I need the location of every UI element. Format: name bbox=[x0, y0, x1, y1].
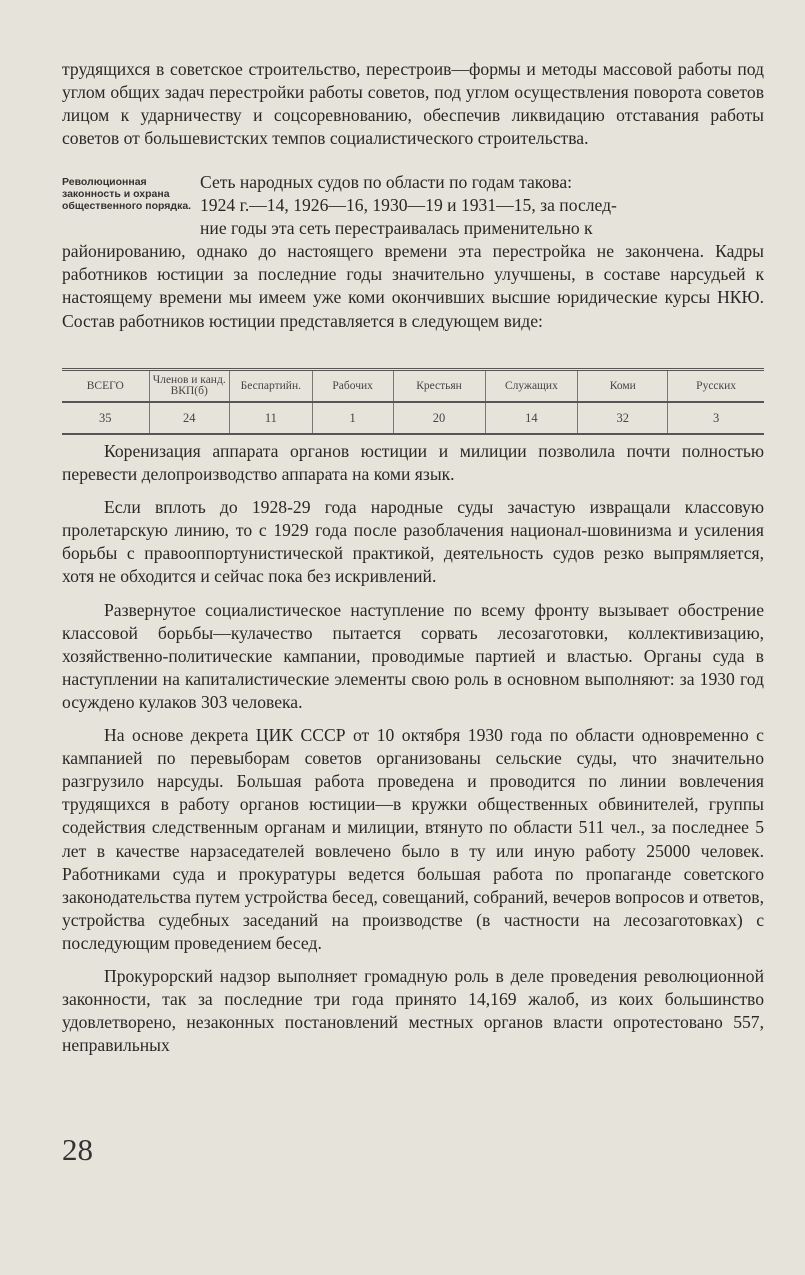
table-cell: 24 bbox=[149, 402, 229, 434]
intro-paragraph bbox=[62, 58, 764, 150]
table-cell: 14 bbox=[485, 402, 578, 434]
table-row bbox=[62, 402, 764, 434]
table-cell: 3 bbox=[668, 402, 764, 434]
intro-text: трудящихся в советское строительство, перестроив—формы и методы массовой работы под углом общих задач перестройки работы советов, под углом осуществления поворота советов лицом к ударничеству и соцсоревнованию, обеспечив ликвидацию отставания работы советов от большевистских темпов социалистического строительства. bbox=[62, 59, 764, 149]
table-cell: 32 bbox=[578, 402, 668, 434]
body-paragraphs bbox=[62, 440, 764, 1057]
table-header-cell: Беспартийн. bbox=[229, 370, 312, 403]
paragraph: Коренизация аппарата органов юстиции и милиции позволила почти полностью перевести делопроизводство аппарата на коми язык. bbox=[62, 441, 764, 485]
page-number: 28 bbox=[62, 1132, 93, 1167]
courts-line-1: Сеть народных судов по области по годам такова: bbox=[200, 172, 573, 192]
side-heading: Революционная законность и охрана общественного порядка. bbox=[62, 176, 192, 212]
courts-rest: районированию, однако до настоящего времени эта перестройка не закончена. Кадры работников юстиции за последние годы значительно улучшены, в составе нарсудьей к настоящему времени мы имеем уже коми окончивших высшие юридические курсы НКЮ. Состав работников юстиции представляется в следующем виде: bbox=[62, 241, 764, 331]
paragraph: Развернутое социалистическое наступление по всему фронту вызывает обострение классовой борьбы—кулачество пытается сорвать лесозаготовки, коллективизацию, хозяйственно-политические кампании, проводимые партией и властью. Органы суда в наступлении на капиталистические элементы свою роль в основном выполняют: за 1930 год осуждено кулаков 303 человека. bbox=[62, 599, 764, 712]
table-header-cell: Крестьян bbox=[393, 370, 485, 403]
table-header-cell: Рабочих bbox=[312, 370, 393, 403]
table-header-cell: Членов и канд. ВКП(б) bbox=[149, 370, 229, 403]
courts-paragraph bbox=[62, 171, 764, 333]
table-cell: 1 bbox=[312, 402, 393, 434]
table-header-cell: Служащих bbox=[485, 370, 578, 403]
table-header-cell: Русских bbox=[668, 370, 764, 403]
courts-line-3: ние годы эта сеть перестраивалась применительно к bbox=[200, 218, 593, 239]
table-header-row bbox=[62, 370, 764, 403]
paragraph: На основе декрета ЦИК СССР от 10 октября 1930 года по области одновременно с кампанией по перевыборам советов организованы сельские суды, что значительно разгрузило нарсуды. Большая работа проведена и проводится по линии вовлечения трудящихся в работу органов юстиции—в кружки общественных обвинителей, группы содействия следственным органам и милиции, втянуто по области 511 чел., за последнее 5 лет в качестве нарзаседателей вовлечено было в ту или иную работу 25000 человек. Работниками суда и прокуратуры ведется большая работа по пропаганде советского законодательства путем устройства бесед, совещаний, собраний, вечеров вопросов и ответов, устройства судебных заседаний на производстве (в частности на лесозаготовках) с последующим проведением бесед. bbox=[62, 725, 764, 953]
table-header-cell: ВСЕГО bbox=[86, 379, 124, 392]
table-cell: 20 bbox=[393, 402, 485, 434]
courts-line-2: 1924 г.—14, 1926—16, 1930—19 и 1931—15, за послед- bbox=[200, 195, 617, 216]
table-cell: 35 bbox=[99, 410, 112, 425]
paragraph: Если вплоть до 1928-29 года народные суды зачастую извращали классовую пролетарскую линию, то с 1929 года после разоблачения национал-шовинизма и усиления борьбы с правооппортунистической практикой, деятельность судов резко выпрямляется, хотя не обходится и сейчас пока без искривлений. bbox=[62, 497, 764, 587]
paragraph: Прокурорский надзор выполняет громадную роль в деле проведения революционной законности, так за последние три года принято 14,169 жалоб, из коих большинство удовлетворено, незаконных постановлений местных органов власти опротестовано 557, неправильных bbox=[62, 965, 764, 1056]
justice-staff-table bbox=[62, 368, 764, 435]
table-header-cell: Коми bbox=[578, 370, 668, 403]
table-cell: 11 bbox=[229, 402, 312, 434]
